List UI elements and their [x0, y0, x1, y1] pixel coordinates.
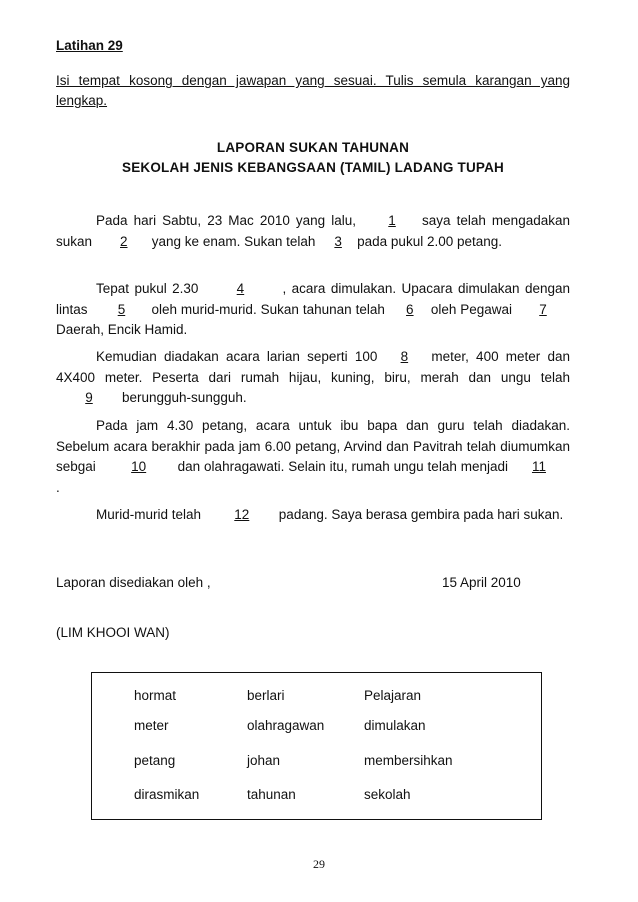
p3-text-b: meter, 400 meter dan 4X400 meter. Peserta dari rumah hijau, kuning, biru, merah dan ungu telah	[56, 349, 570, 385]
paragraph-5	[56, 505, 570, 526]
blank-6: 6	[406, 301, 414, 317]
exercise-heading: Latihan 29	[56, 38, 123, 53]
blank-5: 5	[117, 301, 126, 317]
paragraph-3	[56, 347, 570, 409]
p1-text-b: saya telah mengadakan sukan	[56, 213, 570, 249]
p5-text-b: padang. Saya berasa gembira pada hari sukan.	[278, 507, 564, 522]
word-bank-item: petang	[134, 753, 176, 768]
word-bank-box	[91, 672, 542, 820]
blank-12: 12	[234, 507, 250, 522]
page-number: 29	[313, 857, 325, 871]
word-bank-item: johan	[247, 753, 281, 768]
blank-2: 2	[120, 233, 128, 249]
p1-text-a: Pada hari Sabtu, 23 Mac 2010 yang lalu,	[96, 213, 363, 228]
blank-11: 11	[531, 459, 546, 474]
p4-text-a: Pada jam 4.30 petang, acara untuk ibu bapa dan guru telah diadakan. Sebelum acara berakhir pada jam 6.00 petang, Arvind dan Pavitrah telah diumumkan sebgai	[56, 418, 570, 474]
word-bank-item: dimulakan	[364, 718, 426, 733]
p1-text-c: yang ke enam. Sukan telah	[151, 233, 320, 249]
word-bank-item: membersihkan	[364, 753, 453, 768]
blank-4: 4	[236, 281, 245, 296]
p2-text-a: Tepat pukul 2.30	[96, 281, 199, 296]
blank-9: 9	[85, 390, 93, 405]
p2-text-b: , acara dimulakan. Upacara dimulakan dengan lintas	[56, 281, 570, 317]
p4-text-c: .	[56, 479, 60, 495]
prepared-by-label: Laporan disediakan oleh ,	[56, 575, 211, 590]
p3-text-a: Kemudian diadakan acara larian seperti 100	[96, 349, 378, 364]
p1-text-d: pada pukul 2.00 petang.	[357, 233, 503, 249]
word-bank-item: tahunan	[247, 787, 296, 802]
paragraph-4	[56, 416, 570, 498]
word-bank-item: sekolah	[364, 787, 411, 802]
blank-3: 3	[334, 233, 342, 249]
paragraph-2	[56, 279, 570, 341]
p4-text-b: dan olahragawati. Selain itu, rumah ungu telah menjadi	[177, 459, 508, 474]
blank-1: 1	[388, 213, 396, 228]
blank-8: 8	[400, 349, 409, 364]
p3-text-c: berungguh-sungguh.	[122, 390, 247, 405]
blank-7: 7	[539, 301, 547, 317]
word-bank-item: Pelajaran	[364, 688, 422, 703]
exercise-instruction: Isi tempat kosong dengan jawapan yang sesuai. Tulis semula karangan yang lengkap.	[56, 73, 570, 108]
paragraph-1	[56, 211, 570, 252]
blank-10: 10	[131, 459, 147, 474]
report-title-line-2: SEKOLAH JENIS KEBANGSAAN (TAMIL) LADANG TUPAH	[122, 160, 504, 175]
word-bank-item: meter	[134, 718, 169, 733]
word-bank-item: hormat	[134, 688, 177, 703]
p5-text-a: Murid-murid telah	[96, 507, 205, 522]
report-title-line-1: LAPORAN SUKAN TAHUNAN	[216, 140, 410, 155]
word-bank-item: berlari	[247, 688, 285, 703]
p2-text-c: oleh murid-murid. Sukan tahunan telah	[151, 301, 389, 317]
p2-text-d: oleh Pegawai	[430, 301, 517, 317]
report-date: 15 April 2010	[442, 575, 521, 590]
word-bank-item: olahragawan	[247, 718, 325, 733]
word-bank-item: dirasmikan	[134, 787, 200, 802]
report-author: (LIM KHOOI WAN)	[56, 625, 170, 640]
p2-text-e: Daerah, Encik Hamid.	[56, 322, 188, 337]
